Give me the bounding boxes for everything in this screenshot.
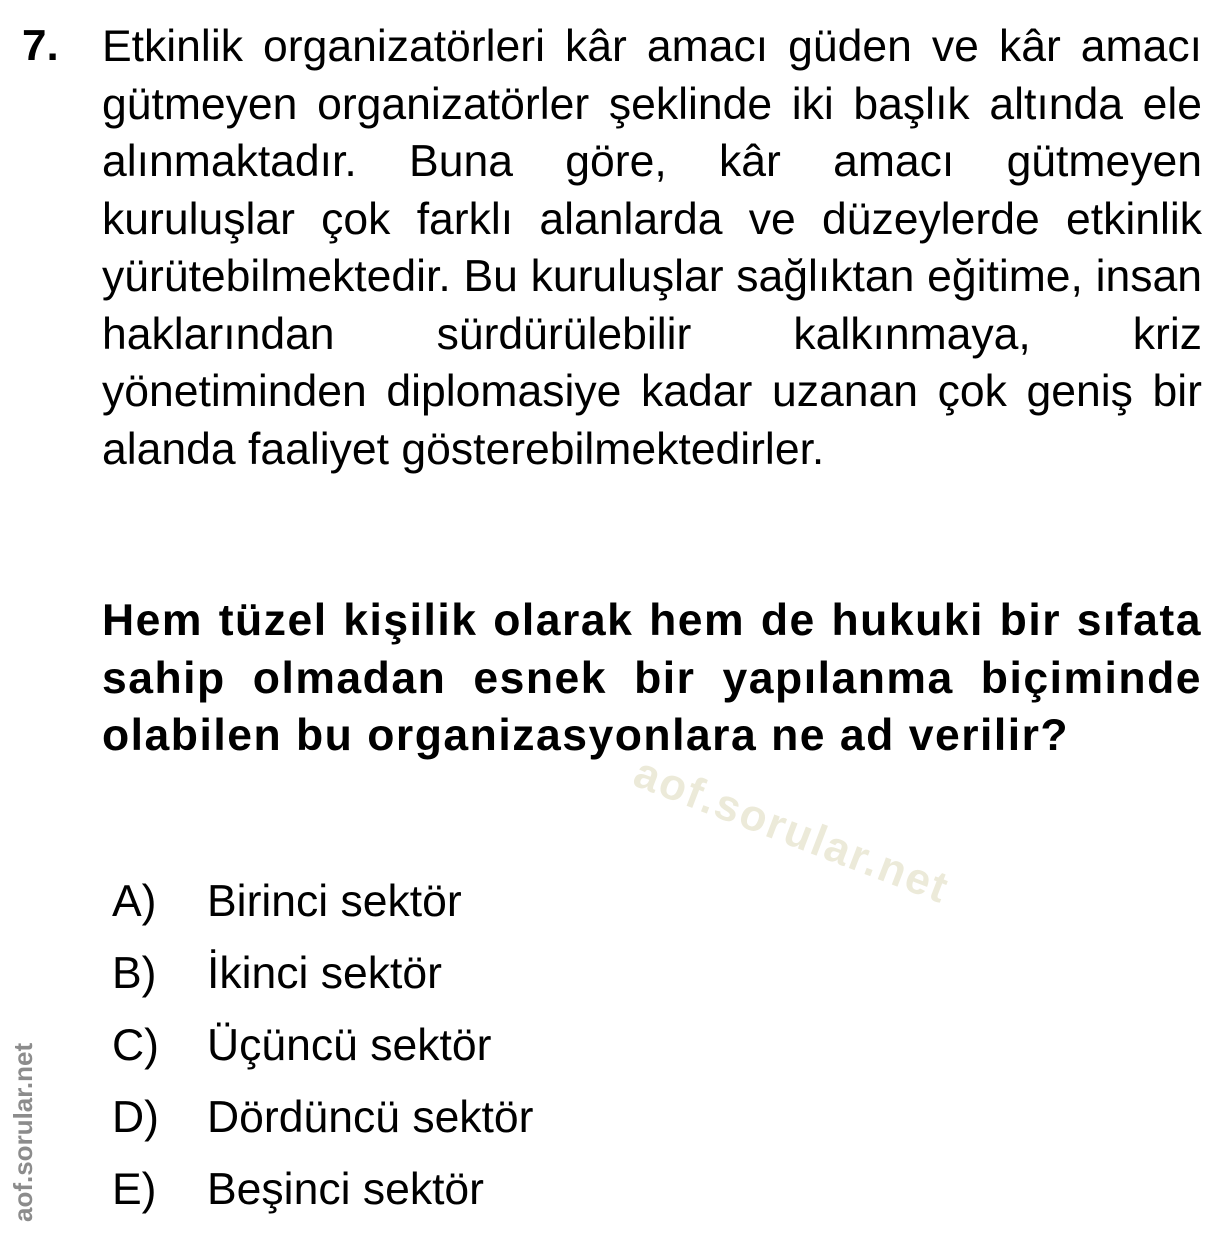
option-a[interactable]: [112, 866, 534, 938]
option-c[interactable]: [112, 1010, 534, 1082]
option-d[interactable]: [112, 1082, 534, 1154]
option-text: Üçüncü sektör: [207, 1021, 492, 1070]
question-number: 7.: [22, 21, 59, 70]
option-letter: A): [112, 877, 157, 926]
answer-options: [112, 866, 534, 1226]
option-letter: E): [112, 1165, 157, 1214]
option-letter: C): [112, 1021, 159, 1070]
option-text: Beşinci sektör: [207, 1165, 484, 1214]
watermark-center: aof.sorular.net: [627, 748, 957, 914]
question-prompt: Hem tüzel kişilik olarak hem de hukuki bir sıfata sahip olmadan esnek bir yapılanma biçiminde olabilen bu organizasyonlara ne ad verilir?: [102, 596, 1202, 760]
option-text: İkinci sektör: [207, 949, 442, 998]
option-e[interactable]: [112, 1154, 534, 1226]
option-text: Birinci sektör: [207, 877, 462, 926]
option-letter: D): [112, 1093, 159, 1142]
option-b[interactable]: [112, 938, 534, 1010]
watermark-side: aof.sorular.net: [8, 1042, 38, 1222]
option-letter: B): [112, 949, 157, 998]
option-text: Dördüncü sektör: [207, 1093, 534, 1142]
question-stem: Etkinlik organizatörleri kâr amacı güden ve kâr amacı gütmeyen organizatörler şeklinde iki başlık altında ele alınmaktadır. Buna göre, kâr amacı gütmeyen kuruluşlar çok farklı alanlarda ve düzeylerde etkinlik yürütebilmektedir. Bu kuruluşlar sağlıktan eğitime, insan haklarından sürdürülebilir kalkınmaya, kriz yönetiminden diplomasiye kadar uzanan çok geniş bir alanda faaliyet gösterebilmektedirler.: [102, 22, 1202, 474]
